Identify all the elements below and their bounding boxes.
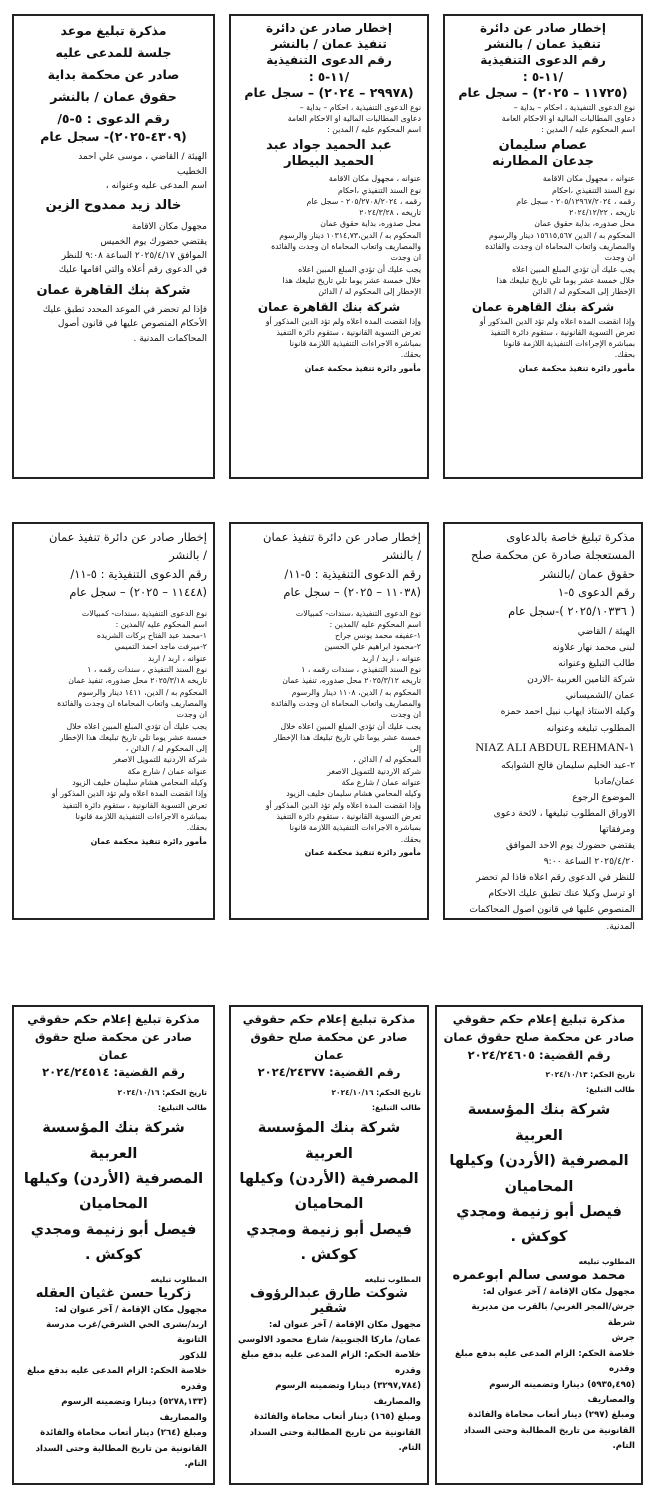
notice-body-top: نوع الدعوى التنفيذية ، احكام – بداية – دعاوى المطالبات المالية او الاحكام العامة اسم المحكوم عليه / المدين : [501,102,635,135]
notice-judgment-24605 [435,1005,643,1485]
debtor-name: عبد الحميد جواد عبد الحميد البيطار [266,137,392,170]
notice-hearing-4309 [12,14,215,479]
notice-title: إخطار صادر عن دائرة تنفيذ عمان / بالنشر رقم الدعوى التنفيذية : ٥-١١/ (١١٠٣٨ – ٢٠٢٥) – سجل عام [263,530,421,600]
notice-title: مذكرة تبليغ إعلام حكم حقوقي صادر عن محكمة صلح حقوق عمان رقم القضية: ٢٠٢٤/٢٤٦٠٥ [443,1012,635,1062]
notice-footer: مأمور دائرة تنفيذ محكمة عمان [304,847,421,857]
notice-body: نوع الدعوى التنفيذية ،سندات- كمبيالات اسم المحكوم عليه /المدين : ١-عفيفه محمد يونس جراح ٢-محمود ابراهيم علي الحسين عنوانه ، اربد / اربد نوع السند التنفيذي ، سندات رقمه ، ١ تاريخه ٢٠٢٥/٣/١٢ محل صدوره، تنفيذ عمان المحكوم به / الدين، ١١٠٨ دينار والرسوم والمصاريف واتعاب المحاماة ان وجدت والفائدة ان وجدت يجب عليك أن تؤدي المبلغ المبين اعلاه خلال خمسة عشر يوما تلي تاريخ تبليغك هذا الإخطار إلى المحكوم له / الدائن ، شركة الاردنية للتمويل الاصغر عنوانه عمان / شارع مكة وكيله المحامي هشام سليمان خليف الزيود وإذا انقضت المدة اعلاه ولم تؤد الدين المذكور أو تعرض التسوية القانونية ، ستقوم دائرة التنفيذ بمباشرة الاجراءات التنفيذية اللازمة قانونا بحقك. [265,608,421,844]
target-label: المطلوب تبليغه [364,1274,421,1284]
creditor-name: شركة بنك القاهرة عمان [471,299,615,314]
notice-title: مذكرة تبليغ خاصة بالدعاوى المستعجلة صادرة عن محكمة صلح حقوق عمان /بالنشر رقم الدعوى ٥-١ ( ٢٠٢٥/١٠٣٣٦ )-سجل عام [471,530,635,618]
notice-footer: مأمور دائرة تنفيذ محكمة عمان [90,836,207,846]
notice-body-hearing: مجهول مكان الاقامة يقتضي حضورك يوم الخميس الموافق ٢٠٢٥/٤/١٧ الساعة ٩:٠٨ للنظر في الدعوى رقم أعلاه والتي اقامها عليك [58,222,207,276]
notice-title: إخطار صادر عن دائرة تنفيذ عمان / بالنشر رقم الدعوى التنفيذية : ٥-١١/ (١١٤٤٨ – ٢٠٢٥) – سجل عام [49,530,207,600]
target-name: شوكت طارق عبدالرؤوف شقير [250,1285,408,1316]
notice-body: نوع الدعوى التنفيذية ،سندات- كمبيالات اسم المحكوم عليه /المدين : ١-محمد عبد الفتاح بركات الشريده ٢-ميرفت ماجد احمد التميمي عنوانه ، اربد / اربد نوع السند التنفيذي ، سندات رقمه ، ١ تاريخه ٢٠٢٥/٣/١٨ محل صدوره، تنفيذ عمان المحكوم به / الدين، ١٤١١ دينار والرسوم والمصاريف واتعاب المحاماة ان وجدت والفائدة ان وجدت يجب عليك أن تؤدي المبلغ المبين اعلاه خلال خمسة عشر يوما تلي تاريخ تبليغك هذا الإخطار إلى المحكوم له / الدائن ، شركة الاردنية للتمويل الاصغر عنوانه عمان / شارع مكة وكيله المحامي هشام سليمان خليف الزيود وإذا انقضت المدة اعلاه ولم تؤد الدين المذكور أو تعرض التسوية القانونية ، ستقوم دائرة التنفيذ بمباشرة الاجراءات التنفيذية اللازمة قانونا بحقك. [51,608,207,833]
requester-label: طالب التبليغ: [157,1103,207,1113]
defendant-name-latin: NIAZ ALI ABDUL REHMAN-١ [475,739,635,754]
notice-enforcement-11448 [12,522,215,920]
notice-body-end: وإذا انقضت المدة اعلاه ولم تؤد الدين المذكور أو تعرض التسوية القانونية ، ستقوم دائرة التنفيذ بمباشرة الإجراءات التنفيذية اللازمة قانونا بحقك. [479,316,635,360]
requester-label: طالب التبليغ: [585,1085,635,1095]
requester-label: طالب التبليغ: [371,1103,421,1113]
plaintiff-name: شركة بنك القاهرة عمان [36,282,191,298]
notice-body: الهيئة / القاضي لبنى محمد نهار علاونه طالب التبليغ وعنوانه شركة التامين العربية -الاردن عمان /الشميساني وكيله الاستاذ ايهاب نبيل احمد حمزه المطلوب تبليغه وعنوانه NIAZ ALI ABDUL REHMAN-١ ٢-عبد الحليم سليمان فالح الشوابكه عمان/مادبا الموضوع الرجوع الاوراق المطلوب تبليغها ، لائحة دعوى ومرفقاتها يقتضي حضورك يوم الاحد الموافق ٢٠٢٥/٤/٢٠ الساعة ٩:٠٠ للنظر في الدعوى رقم اعلاه فاذا لم تحضر او ترسل وكيلا عنك تطبق عليك الاحكام المنصوص عليها في قانون اصول المحاكمات المدنية. [451,624,635,935]
notice-body: عنوانه ، مجهول مكان الاقامة نوع السند التنفيذي ،احكام رقمه ، ٢٠٥/١٢٩٦٧/٢٠٢٤ - سجل عام تاريخه ، ٢٠٢٤/١٢/٢٢ محل صدوره، بداية حقوق عمان المحكوم به / الدين ١٥٦١٥,٥٦٧ دينار والرسوم والمصاريف واتعاب المحاماة ان وجدت والفائدة ان وجدت يجب عليك أن تؤدي المبلغ المبين اعلاه خلال خمسة عشر يوما تلي تاريخ تبليغك هذا الإخطار إلى المحكوم له / الدائن [485,174,635,297]
notice-title: مذكرة تبليغ موعد جلسة للمدعى عليه صادر عن محكمة بداية حقوق عمان / بالنشر رقم الدعوى : ٥-٥/ [47,23,180,126]
target-name: زكريا حسن غثيان العقله [35,1285,192,1301]
notice-enforcement-11725 [443,14,643,479]
notice-judgment-24377 [229,1005,429,1485]
judgment-date: تاريخ الحكم: ٢٠٢٤/١٠/١٣ [545,1070,635,1080]
notice-footer: مأمور دائرة تنفيذ محكمة عمان [304,363,421,373]
target-label: المطلوب تبليغه [578,1256,635,1266]
case-number: (٤٣٠٩-٢٠٢٥)- سجل عام [40,129,187,145]
notice-body: عنوانه ، مجهول مكان الاقامة نوع السند التنفيذي ،احكام رقمه ، ٢٠٥/٢٧٠٨/٢٠٢٤ - سجل عام تاريخه ، ٢٠٢٤/٣/٢٨ محل صدوره، بداية حقوق عمان المحكوم به / الدين،١٠٣١٤,٧٣ دينار والرسوم والمصاريف واتعاب المحاماة ان وجدت والفائدة ان وجدت يجب عليك أن تؤدي المبلغ المبين اعلاه خلال خمسة عشر يوما تلي تاريخ تبليغك هذا الإخطار إلى المحكوم له / الدائن [271,174,421,297]
case-number: (٢٩٩٧٨ – ٢٠٢٤) – سجل عام [244,84,414,100]
notice-body: مجهول مكان الإقامة / آخر عنوان له: اربد/بشرى الحي الشرقي/غرب مدرسة الثانوية للذكور خلاصة الحكم: الزام المدعى عليه بدفع مبلغ وقدره (٥٢٧٨,١٣٣) دينارا وتضمينه الرسوم والمصاريف ومبلغ (٢٦٤) دينار أتعاب محاماة والفائدة القانونية من تاريخ المطالبة وحتى السداد التام. [27,1304,207,1470]
requester-name: شركة بنك المؤسسة العربية المصرفية (الأردن) وكيلها المحاميان فيصل أبو زنيمة ومجدي كوكش . [239,1120,419,1264]
defendant-name: خالد زيد ممدوح الزين [45,198,182,214]
notice-body: مجهول مكان الإقامة / آخر عنوان له: جرش/المجر الغربي/ بالقرب من مديرية شرطة جرش خلاصة الحكم: الزام المدعى عليه بدفع مبلغ وقدره (٥٩٣٥,٤٩٥) دينارا وتضمينه الرسوم والمصاريف ومبلغ (٢٩٧) دينار أتعاب محاماة والفائدة القانونية من تاريخ المطالبة وحتى السداد التام. [455,1286,635,1452]
notice-title: إخطار صادر عن دائرة تنفيذ عمان / بالنشر رقم الدعوى التنفيذية /١١-٥ : [266,21,392,84]
creditor-name: شركة بنك القاهرة عمان [257,299,401,314]
requester-name: شركة بنك المؤسسة العربية المصرفية (الأردن) وكيلها المحاميان فيصل أبو زنيمة ومجدي كوكش . [23,1120,204,1264]
notice-urgent-10336 [443,522,643,932]
case-number: (١١٧٢٥ – ٢٠٢٥) – سجل عام [458,84,628,100]
judgment-date: تاريخ الحكم: ٢٠٢٤/١٠/١٦ [331,1088,421,1098]
notice-judgment-24514 [12,1005,215,1485]
notice-body: مجهول مكان الإقامة / آخر عنوان له: عمان/ ماركا الجنوبية/ شارع محمود الالوسي خلاصة الحكم: الزام المدعى عليه بدفع مبلغ وقدره (٣٢٩٧,٧٨٤) دينارا وتضمينه الرسوم والمصاريف ومبلغ (١٦٥) دينار أتعاب محاماة والفائدة القانونية من تاريخ المطالبة وحتى السداد التام. [237,1319,421,1454]
notice-title: مذكرة تبليغ إعلام حكم حقوقي صادر عن محكمة صلح حقوق عمان رقم القضية: ٢٠٢٤/٢٤٣٧٧ [242,1012,416,1080]
notice-body-end: وإذا انقضت المدة اعلاه ولم تؤد الدين المذكور أو تعرض التسوية القانونية ، ستقوم دائرة التنفيذ بمباشرة الاجراءات التنفيذية اللازمة قانونا بحقك. [265,316,421,360]
target-label: المطلوب تبليغه [150,1274,207,1284]
notice-title: إخطار صادر عن دائرة تنفيذ عمان / بالنشر رقم الدعوى التنفيذية /١١-٥ : [480,21,606,84]
notice-body: الهيئة / القاضي ، موسى علي احمد الخطيب اسم المدعى عليه وعنوانه ، [78,152,207,192]
notice-footer: مأمور دائرة تنفيذ محكمة عمان [518,363,635,373]
judgment-date: تاريخ الحكم: ٢٠٢٤/١٠/١٦ [117,1088,207,1098]
notice-enforcement-29978 [229,14,429,479]
notice-body-end: فإذا لم تحضر في الموعد المحدد تطبق عليك الأحكام المنصوص عليها في قانون أصول المحاكمات المدنية . [42,304,207,344]
debtor-name: عصام سليمان جدعان المطارنه [491,137,595,170]
notice-title: مذكرة تبليغ إعلام حكم حقوقي صادر عن محكمة صلح حقوق عمان رقم القضية: ٢٠٢٤/٢٤٥١٤ [27,1012,200,1080]
requester-name: شركة بنك المؤسسة العربية المصرفية (الأردن) وكيلها المحاميان فيصل أبو زنيمة ومجدي كوكش . [449,1102,629,1246]
notice-enforcement-11038 [229,522,429,920]
target-name: محمد موسى سالم ابوعمره [452,1267,626,1283]
notice-body-top: نوع الدعوى التنفيذية ، احكام – بداية – دعاوى المطالبات المالية او الاحكام العامة اسم المحكوم عليه / المدين : [287,102,421,135]
